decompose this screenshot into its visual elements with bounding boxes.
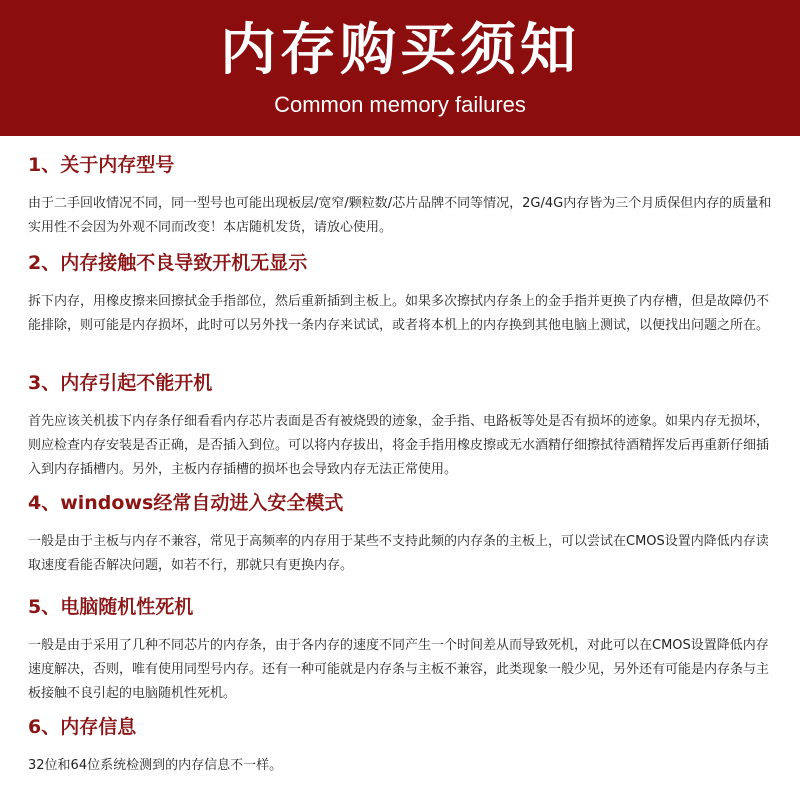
header-banner <box>0 0 800 136</box>
section-random-crash <box>28 594 776 706</box>
section-safe-mode <box>28 490 776 578</box>
section-heading: 6、内存信息 <box>28 716 137 738</box>
section-memory-model <box>28 152 776 240</box>
section-body: 32位和64位系统检测到的内存信息不一样。 <box>28 758 283 773</box>
section-heading: 1、关于内存型号 <box>28 154 175 176</box>
section-heading: 4、windows经常自动进入安全模式 <box>28 492 344 514</box>
section-heading: 3、内存引起不能开机 <box>28 372 213 394</box>
section-bad-contact <box>28 250 776 338</box>
section-body: 一般是由于主板与内存不兼容，常见于高频率的内存用于某些不支持此频的内存条的主板上，可以尝试在CMOS设置内降低内存读取速度看能否解决问题，如若不行，那就只有更换内存。 <box>28 534 769 573</box>
section-body: 首先应该关机拔下内存条仔细看看内存芯片表面是否有被烧毁的迹象，金手指、电路板等处是否有损坏的迹象。如果内存无损坏，则应检查内存安装是否正确，是否插入到位。可以将内存拔出，将金手指用橡皮擦或无水酒精仔细擦拭待酒精挥发后再重新仔细插入到内存插槽内。另外，主板内存插槽的损坏也会导致内存无法正常使用。 <box>28 414 770 477</box>
section-body: 由于二手回收情况不同，同一型号也可能出现板层/宽窄/颗粒数/芯片品牌不同等情况，2G/4G内存皆为三个月质保但内存的质量和实用性不会因为外观不同而改变！本店随机发货，请放心使用。 <box>28 196 772 235</box>
section-body: 一般是由于采用了几种不同芯片的内存条，由于各内存的速度不同产生一个时间差从而导致死机，对此可以在CMOS设置降低内存速度解决，否则，唯有使用同型号内存。还有一种可能就是内存条与主板不兼容，此类现象一般少见，另外还有可能是内存条与主板接触不良引起的电脑随机性死机。 <box>28 638 770 701</box>
section-heading: 5、电脑随机性死机 <box>28 596 194 618</box>
section-memory-info <box>28 714 776 778</box>
page-subtitle: Common memory failures <box>274 92 526 117</box>
page-title: 内存购买须知 <box>220 18 580 83</box>
section-body: 拆下内存，用橡皮擦来回擦拭金手指部位，然后重新插到主板上。如果多次擦拭内存条上的金手指并更换了内存槽，但是故障仍不能排除，则可能是内存损坏，此时可以另外找一条内存来试试，或者将本机上的内存换到其他电脑上测试，以便找出问题之所在。 <box>28 294 770 333</box>
section-heading: 2、内存接触不良导致开机无显示 <box>28 252 308 274</box>
section-no-boot <box>28 370 776 482</box>
